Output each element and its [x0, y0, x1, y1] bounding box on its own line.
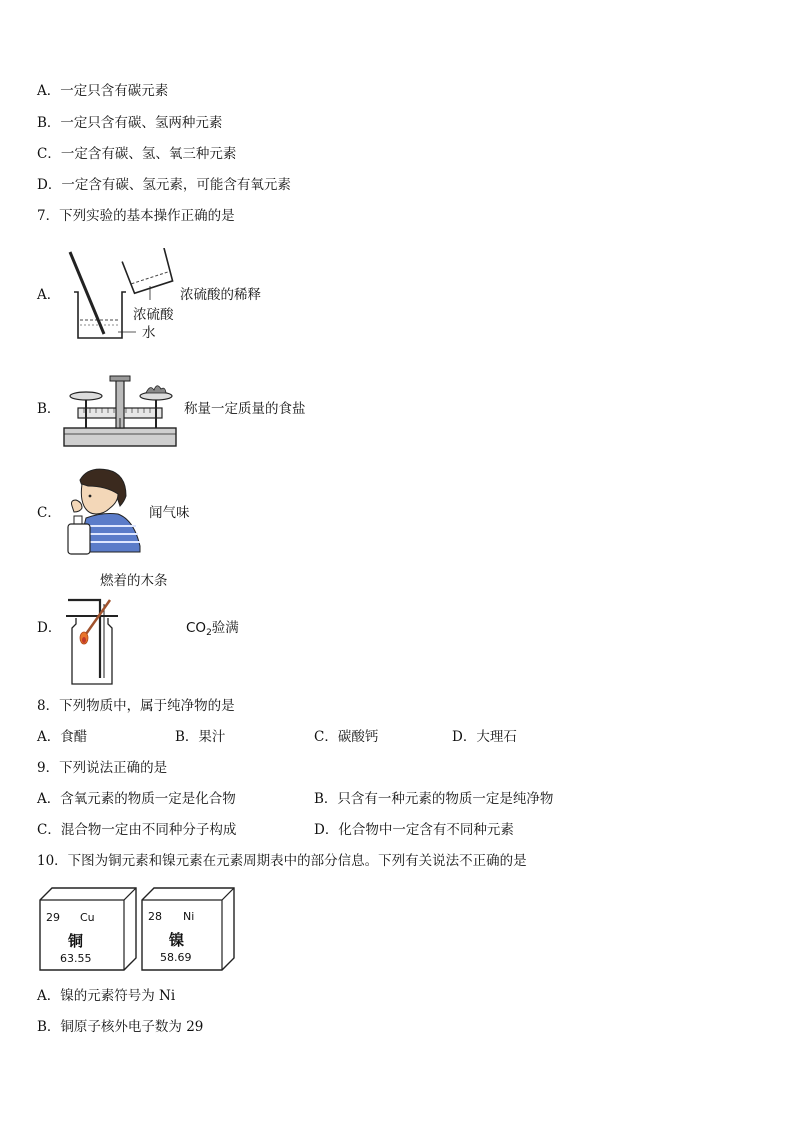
- copper-atomic-mass: 63.55: [60, 952, 92, 965]
- q8-stem: 8．下列物质中，属于纯净物的是: [37, 698, 235, 714]
- nickel-symbol: Ni: [183, 910, 195, 923]
- q6-option-c: C．一定含有碳、氢、氧三种元素: [37, 146, 237, 162]
- q8-option-d: D．大理石: [452, 729, 517, 745]
- balance-figure: [62, 372, 180, 450]
- q9-option-a: A．含氧元素的物质一定是化合物: [37, 791, 236, 807]
- q7-d-caption-co2: [186, 619, 239, 642]
- q6-option-b: B．一定只含有碳、氢两种元素: [37, 115, 223, 131]
- nickel-name: 镍: [169, 931, 185, 949]
- q7-option-c-letter: C．: [37, 505, 61, 521]
- q7-option-d-letter: D．: [37, 620, 62, 636]
- q9-stem: 9．下列说法正确的是: [37, 760, 168, 776]
- q7-a-caption: 浓硫酸的稀释: [180, 287, 261, 303]
- nickel-atomic-number: 28: [148, 910, 162, 923]
- copper-symbol: Cu: [80, 911, 95, 924]
- q6-option-a: A．一定只含有碳元素: [37, 83, 169, 99]
- q10-option-b: B．铜原子核外电子数为 29: [37, 1019, 204, 1035]
- q7-d-caption-top: 燃着的木条: [100, 573, 168, 589]
- q7-stem: 7．下列实验的基本操作正确的是: [37, 208, 235, 224]
- q9-option-b: B．只含有一种元素的物质一定是纯净物: [314, 791, 554, 807]
- q7-a-label-water: 水: [142, 325, 156, 341]
- element-card-nickel: [140, 886, 236, 972]
- q9-option-c: C．混合物一定由不同种分子构成: [37, 822, 237, 838]
- q7-option-b-letter: B．: [37, 401, 61, 417]
- co2-subscript: 2: [206, 628, 212, 638]
- q8-option-c: C．碳酸钙: [314, 729, 379, 745]
- acid-dilution-figure: [64, 248, 179, 344]
- q8-option-b: B．果汁: [175, 729, 226, 745]
- q10-stem: 10．下图为铜元素和镍元素在元素周期表中的部分信息。下列有关说法不正确的是: [37, 853, 527, 869]
- q7-option-a-letter: A．: [37, 287, 61, 303]
- copper-name: 铜: [68, 932, 84, 950]
- smelling-figure: [66, 466, 146, 556]
- co2-formula: CO: [186, 620, 207, 636]
- q8-option-a: A．食醋: [37, 729, 88, 745]
- q6-option-d: D．一定含有碳、氢元素，可能含有氧元素: [37, 177, 291, 193]
- element-card-copper: [38, 886, 138, 972]
- co2-caption-rest: 验满: [211, 620, 239, 636]
- q9-option-d: D．化合物中一定含有不同种元素: [314, 822, 514, 838]
- co2-test-figure: [64, 598, 120, 686]
- q7-a-label-acid: 浓硫酸: [133, 307, 174, 323]
- q7-c-caption: 闻气味: [149, 505, 190, 521]
- q10-option-a: A．镍的元素符号为 Ni: [37, 988, 176, 1004]
- copper-atomic-number: 29: [46, 911, 60, 924]
- nickel-atomic-mass: 58.69: [160, 951, 192, 964]
- q7-b-caption: 称量一定质量的食盐: [184, 401, 306, 417]
